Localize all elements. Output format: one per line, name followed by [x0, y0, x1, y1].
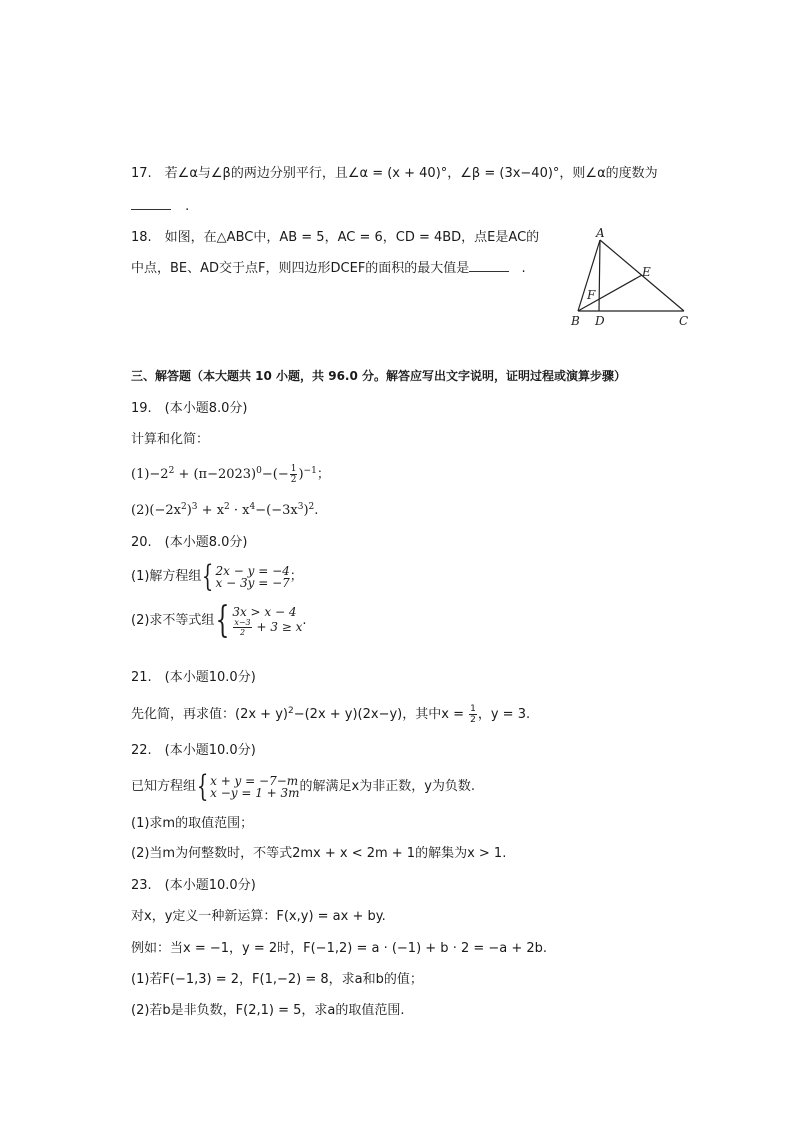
frac-den: 2 [470, 715, 476, 725]
sup: 3 [191, 502, 198, 512]
q22-text: 的解满足x为非正数，y为负数. [299, 779, 476, 794]
system-lines [232, 606, 302, 637]
system-eq-1: 2x − y = −4 [215, 564, 290, 578]
q20-p2-label: (2)求不等式组 [131, 613, 215, 628]
q20-head: 20. (本小题8.0分) [131, 535, 248, 550]
q17-line2 [131, 197, 189, 216]
label-c: C [679, 314, 689, 328]
equation-system [196, 769, 300, 804]
brace: { [216, 600, 230, 641]
sup: 0 [256, 466, 262, 476]
q20-p2-end: . [302, 613, 307, 628]
sup: 2 [180, 502, 187, 512]
sup: −1 [303, 466, 317, 476]
section-3-title: 三、解答题（本大题共 10 小题，共 96.0 分。解答应写出文字说明，证明过程或演算步骤） [131, 369, 627, 383]
q20-p1-end: ； [289, 569, 303, 584]
q19-p1-e: ； [316, 467, 330, 482]
sup: 2 [224, 502, 230, 512]
label-a: A [596, 226, 605, 240]
q20-part2 [131, 600, 307, 641]
q19-head: 19. (本小题8.0分) [131, 401, 248, 416]
brace: { [196, 769, 209, 804]
q23-head: 23. (本小题10.0分) [131, 878, 256, 893]
q21-text [131, 704, 530, 725]
q22-head: 22. (本小题10.0分) [131, 743, 256, 758]
triangle-figure [560, 225, 700, 335]
q19-p2-b: ) [186, 503, 192, 518]
q19-p2-f: ) [303, 503, 309, 518]
system-lines [210, 775, 299, 799]
system-ineq-2 [232, 618, 302, 637]
label-f: F [587, 288, 596, 302]
sup: 2 [168, 466, 175, 476]
q19-part1 [131, 464, 330, 485]
sup: 4 [249, 502, 256, 512]
system-ineq-1: 3x > x − 4 [232, 604, 297, 619]
q19-p1-a: (1)−2 [131, 467, 169, 482]
fraction-half [469, 704, 477, 725]
q23-example: 例如：当x = −1，y = 2时，F(−1,2) = a · (−1) + b · 2 = −a + 2b. [131, 941, 548, 956]
q19-part2 [131, 502, 318, 520]
frac-den: 2 [290, 475, 297, 485]
q20-part1 [131, 559, 303, 594]
q22-part2: (2)当m为何整数时，不等式2mx + x < 2m + 1的解集为x > 1. [131, 846, 507, 861]
segment-ad [599, 240, 600, 311]
q22-system [131, 769, 476, 804]
q18-line2-text: 中点，BE、AD交于点F，则四边形DCEF的面积的最大值是 [131, 261, 470, 276]
q19-p2-g: . [314, 503, 319, 518]
q21-text-b: −(2x + y)(2x−y)，其中x = [293, 707, 469, 722]
q19-p2-c: + x [197, 503, 225, 518]
inequality-system [214, 600, 303, 641]
answer-blank [131, 197, 171, 210]
system-eq-2: x − 3y = −7 [215, 576, 290, 590]
fraction [233, 618, 251, 637]
sup: 3 [297, 502, 304, 512]
q21-text-c: ，y = 3. [477, 707, 531, 722]
q21-head: 21. (本小题10.0分) [131, 670, 256, 685]
q18-end: . [521, 261, 526, 276]
q21-text-a: 先化简，再求值：(2x + y) [131, 707, 288, 722]
q19-p2-a: (2)(−2x [131, 503, 181, 518]
q18-line2 [131, 259, 526, 278]
label-d: D [595, 314, 605, 328]
equation-system [201, 559, 290, 594]
q23-part2: (2)若b是非负数，F(2,1) = 5，求a的取值范围. [131, 1003, 405, 1018]
q19-p1-c: −(− [261, 467, 289, 482]
label-b: B [571, 314, 580, 328]
system-eq-2: x −y = 1 + 3m [210, 786, 300, 800]
brace: { [202, 559, 214, 594]
fraction-half [290, 464, 298, 485]
q19-p1-d: ) [298, 467, 304, 482]
frac-num: 1 [290, 464, 297, 474]
q19-p1-b: + (π−2023) [174, 467, 257, 482]
q22-part1: (1)求m的取值范围； [131, 816, 254, 831]
q22-label: 已知方程组 [131, 779, 197, 794]
q19-intro: 计算和化简： [131, 432, 210, 447]
system-eq-1: x + y = −7−m [210, 774, 299, 788]
q18-line1: 18. 如图，在△ABC中，AB = 5，AC = 6，CD = 4BD，点E是AC的 [131, 230, 540, 245]
q19-p2-d: · x [229, 503, 250, 518]
q23-part1: (1)若F(−1,3) = 2，F(1,−2) = 8，求a和b的值； [131, 972, 423, 987]
ineq-rest: + 3 ≥ x [252, 619, 303, 634]
system-lines [216, 565, 290, 589]
frac-num: x−3 [234, 617, 251, 627]
frac-den: 2 [239, 627, 246, 637]
sup: 2 [308, 502, 315, 512]
q19-p2-e: −(−3x [255, 503, 298, 518]
frac-num: 1 [470, 704, 476, 714]
q17-end: . [185, 199, 190, 214]
sup: 2 [287, 706, 294, 716]
answer-blank [469, 259, 509, 272]
q23-def: 对x，y定义一种新运算：F(x,y) = ax + by. [131, 909, 386, 924]
q17-line1: 17. 若∠α与∠β的两边分别平行，且∠α = (x + 40)°，∠β = (3x−40)°，则∠α的度数为 [131, 166, 658, 181]
label-e: E [642, 265, 651, 279]
q20-p1-label: (1)解方程组 [131, 569, 202, 584]
